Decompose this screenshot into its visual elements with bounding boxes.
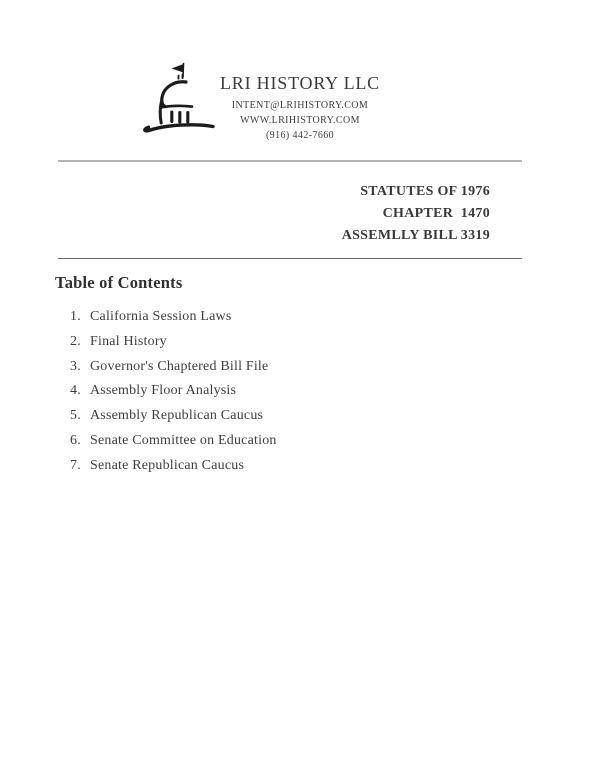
statute-reference-block <box>342 181 490 247</box>
toc-item-label: Assembly Republican Caucus <box>90 408 264 424</box>
toc-item-number: 3. <box>70 358 81 374</box>
toc-list <box>70 308 277 482</box>
bottom-divider <box>58 258 522 259</box>
toc-item-label: Senate Committee on Education <box>90 432 277 448</box>
toc-item <box>70 407 277 424</box>
toc-item <box>70 432 277 449</box>
toc-item-number: 6. <box>70 432 81 448</box>
email-line: INTENT@LRIHISTORY.COM <box>231 100 369 111</box>
toc-item <box>70 308 277 325</box>
toc-item-label: Governor's Chaptered Bill File <box>90 358 269 374</box>
phone-line: (916) 442-7660 <box>265 130 335 142</box>
toc-item-label: Final History <box>90 333 167 349</box>
toc-item <box>70 457 277 474</box>
toc-item <box>70 333 277 350</box>
toc-item <box>70 382 277 399</box>
assembly-bill-line: ASSEMLLY BILL 3319 <box>341 228 490 243</box>
toc-item-label: California Session Laws <box>90 309 232 324</box>
toc-item <box>70 358 277 375</box>
letterhead <box>150 73 450 144</box>
toc-title: Table of Contents <box>55 273 183 292</box>
toc-item-number: 5. <box>70 408 81 424</box>
contact-block <box>150 98 450 144</box>
chapter-line: CHAPTER 1470 <box>382 206 490 221</box>
toc-item-number: 1. <box>70 309 81 324</box>
top-divider <box>58 160 522 162</box>
toc-item-number: 7. <box>70 457 81 473</box>
toc-item-number: 2. <box>70 333 81 349</box>
website-line: WWW.LRIHISTORY.COM <box>240 115 360 127</box>
statutes-line: STATUTES OF 1976 <box>360 184 490 199</box>
company-name: LRI HISTORY LLC <box>219 73 380 93</box>
toc-item-label: Assembly Floor Analysis <box>90 383 237 399</box>
toc-item-number: 4. <box>70 383 81 399</box>
toc-item-label: Senate Republican Caucus <box>90 457 245 473</box>
